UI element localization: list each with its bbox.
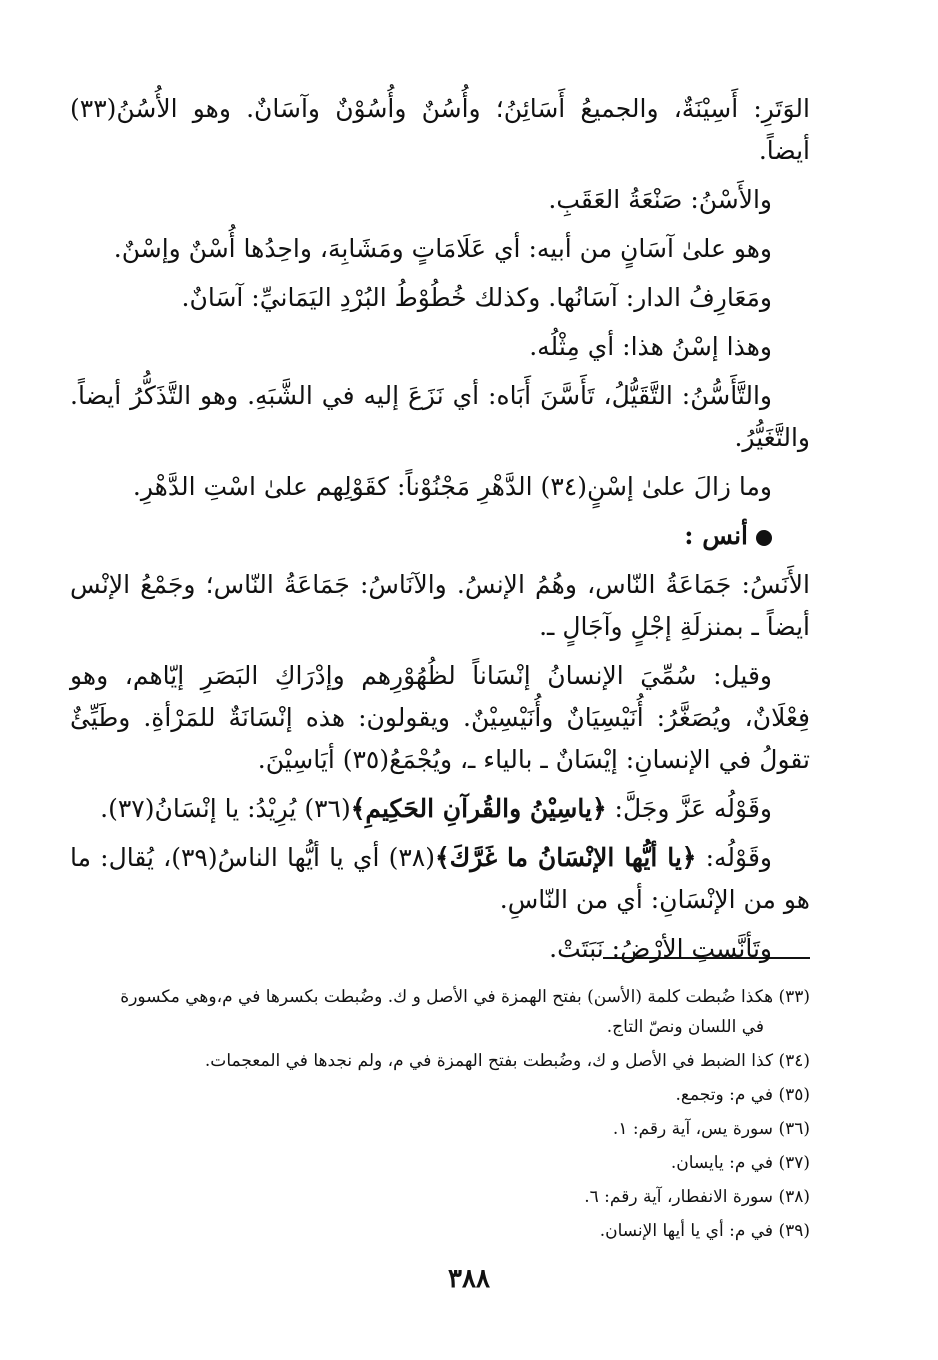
entry-paragraph: وقيل: سُمِّيَ الإنسانُ إنْسَاناً لظُهُوْرِهم وإدْرَاكِ البَصَرِ إيّاهم، وهو فِعْلَانٌ، ويُصَغَّرُ: أُنَيْسِيَانٌ وأُنَيْسِيْنٌ. ويقولون: هذه إنْسَانَةٌ للمَرْأةِ. وطَيِّئٌ تقولُ في الإنسانِ: إيْسَانٌ ـ بالياء ـ، ويُجْمَعُ(٣٥) أيَاسِيْنَ. [70, 661, 810, 774]
entry-paragraph: الوَتَرِ: أَسِيْنَةٌ، والجميعُ أَسَائِنُ؛ وأُسُنٌ وأُسُوْنٌ وآسَانٌ. وهو الأُسُنُ(٣٣) أيضاً. [70, 94, 810, 165]
verse-intro: وقَوْلُه عَزَّ وجَلَّ: [606, 794, 772, 823]
footnote: (٣٦) سورة يس، آية رقم: ١. [612, 1119, 810, 1139]
verse-rest: (٣٦) يُرِيْدُ: يا إنْسَانُ(٣٧). [100, 794, 351, 823]
footnote [80, 982, 810, 1042]
entry-paragraph: وهذا إسْنُ هذا: أي مِثْلُه. [529, 332, 772, 361]
entry-paragraph: وما زالَ علىٰ إسْنٍ(٣٤) الدَّهْرِ مَجْنُوْناً: كقَوْلِهم علىٰ اسْتِ الدَّهْرِ. [132, 472, 772, 501]
entry-paragraph: وتَأنَّستِ الأرْضُ: نَبَتَتْ. [549, 934, 772, 963]
entry-paragraph: ومَعَارِفُ الدار: آسَانُها. وكذلك خُطُوْطُ البُرْدِ اليَمَانيِّ: آسَانٌ. [181, 283, 772, 312]
body-text [70, 88, 810, 970]
verse-paragraph [70, 837, 810, 921]
entry-paragraph: الأَنَسُ: جَمَاعَةُ النّاس، وهُمُ الإنسُ. والآنَاسُ: جَمَاعَةُ النّاس؛ وجَمْعُ الإنْس أيضاً ـ بمنزلَةِ إجْلٍ وآجَالٍ ـ. [70, 570, 810, 641]
footnote: (٣٩) في م: أي يا أيها الإنسان. [599, 1221, 810, 1241]
footnote: (٣٧) في م: يايسان. [670, 1153, 810, 1173]
footnotes [80, 982, 810, 1250]
verse-rest: (٣٨) أي يا أيُّها الناسُ(٣٩)، يُقال: ما هو من الإنْسَانِ: أي من النّاسِ. [70, 843, 810, 914]
footnote: (٣٥) في م: وتجمع. [675, 1085, 810, 1105]
verse-intro: وقَوْلُه: [696, 843, 772, 872]
footnote-text: (٣٣) هكذا ضُبطت كلمة (الأسن) بفتح الهمزة في الأصل و ك. وضُبطت بكسرها في م،وهي مكسورة [120, 987, 810, 1007]
verse-paragraph [70, 788, 810, 830]
footnote-divider [603, 957, 810, 959]
entry-paragraph: والأَسْنُ: صَنْعَةُ العَقَبِ. [548, 185, 772, 214]
page-number: ٣٨٨ [448, 1264, 490, 1294]
bullet-icon [756, 530, 772, 546]
main-text [70, 88, 810, 977]
footnote: (٣٨) سورة الانفطار، آية رقم: ٦. [584, 1187, 810, 1207]
quran-quote: ﴿ياسِيْنُ والقُرآنِ الحَكِيمِ﴾ [350, 794, 607, 823]
heading-text: أنس : [684, 521, 748, 550]
section-heading [70, 515, 810, 557]
quran-quote: ﴿يا أيُّها الإنْسَانُ ما غَرَّكَ﴾ [434, 843, 697, 872]
footnote: (٣٤) كذا الضبط في الأصل و ك، وضُبطت بفتح الهمزة في م، ولم نجدها في المعجمات. [204, 1051, 810, 1071]
footnote-continuation: في اللسان ونصّ التاج. [606, 1017, 764, 1037]
entry-paragraph: والتَّأَسُّنُ: التَّقَيُّلُ، تَأَسَّنَ أَبَاه: أي نَزَعَ إليه في الشَّبَهِ. وهو التَّذَكُّرُ أيضاً. والتَّغَيُّرُ. [70, 381, 810, 452]
entry-paragraph: وهو علىٰ آسَانٍ من أبيه: أي عَلَامَاتٍ ومَشَابِهَ، واحِدُها أُسْنٌ وإسْنٌ. [113, 234, 772, 263]
